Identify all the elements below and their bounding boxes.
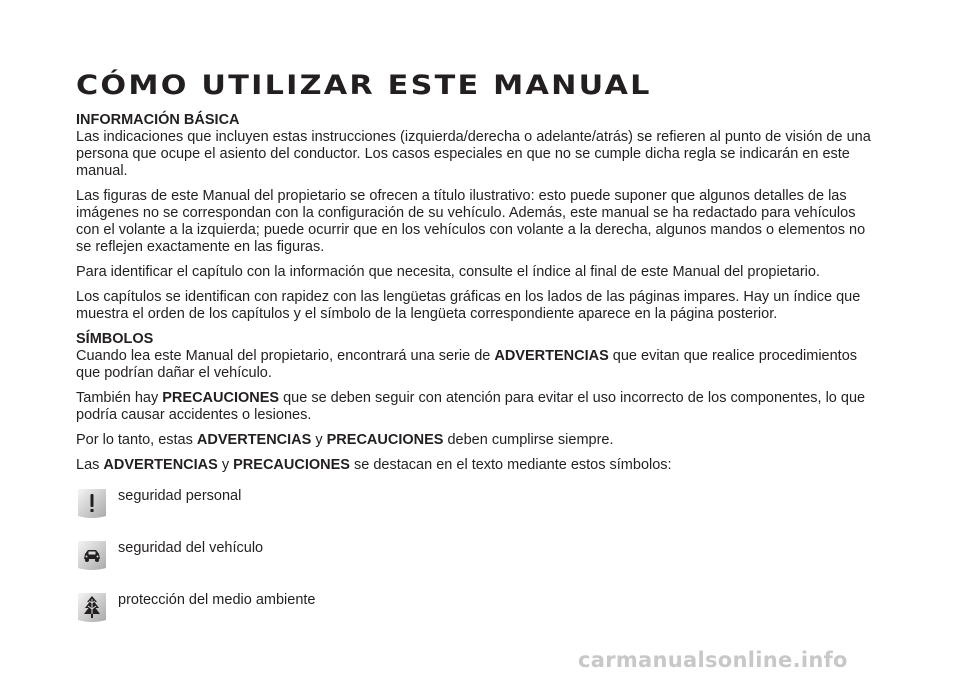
paragraph: Las indicaciones que incluyen estas instrucciones (izquierda/derecha o adelante/atrás) se refieren al punto de visión de una persona que ocupe el asiento del conductor. Los casos especiales en que no se cumple dicha regla se indicarán en este manual.	[76, 129, 871, 179]
page-title: CÓMO UTILIZAR ESTE MANUAL	[76, 70, 652, 101]
page-content	[76, 70, 876, 642]
text-span: Las	[76, 457, 104, 473]
text-span: deben cumplirse siempre.	[443, 432, 614, 448]
text-span: Cuando lea este Manual del propietario, encontrará una serie de	[76, 348, 495, 364]
exclamation-warning-icon	[76, 486, 108, 518]
paragraph	[76, 348, 876, 382]
bold-term: PRECAUCIONES	[162, 390, 280, 406]
symbol-item	[76, 486, 876, 518]
text-span: Por lo tanto, estas	[76, 432, 197, 448]
paragraph	[76, 457, 876, 474]
paragraph: Los capítulos se identifican con rapidez con las lengüetas gráficas en los lados de las páginas impares. Hay un índice que muestra el orden de los capítulos y el símbolo de la lengüeta correspondiente aparece en la página posterior.	[76, 289, 861, 322]
symbol-label: seguridad personal	[118, 488, 242, 504]
symbol-label: protección del medio ambiente	[118, 592, 316, 608]
text-span: También hay	[76, 390, 163, 406]
bold-term: ADVERTENCIAS	[103, 457, 218, 473]
bold-term: ADVERTENCIAS	[494, 348, 609, 364]
paragraph	[76, 432, 876, 449]
text-span: se destacan en el texto mediante estos símbolos:	[349, 457, 672, 473]
text-span: y	[311, 432, 327, 448]
paragraph	[76, 390, 876, 424]
paragraph: Las figuras de este Manual del propietario se ofrecen a título ilustrativo: esto puede suponer que algunos detalles de las imágenes no se correspondan con la configuración de su vehículo. Además, este manual se ha redactado para vehículos con el volante a la izquierda; puede ocurrir que en los vehículos con volante a la derecha, algunos mandos o elementos no se reflejen exactamente en las figuras.	[76, 188, 866, 255]
symbol-label: seguridad del vehículo	[118, 540, 264, 556]
section-heading-basic: INFORMACIÓN BÁSICA	[76, 112, 240, 128]
car-warning-icon	[76, 538, 108, 570]
text-span: y	[217, 457, 234, 473]
bold-term: PRECAUCIONES	[233, 457, 350, 473]
symbol-list	[76, 486, 876, 622]
symbol-item	[76, 590, 876, 622]
tree-warning-icon	[76, 590, 108, 622]
bold-term: ADVERTENCIAS	[196, 432, 312, 448]
text-span: que se deben seguir con atención para evitar el uso incorrecto de los componentes, lo que podría causar accidentes o lesiones.	[76, 390, 866, 423]
section-heading-symbols: SÍMBOLOS	[76, 331, 154, 347]
text-span: que evitan que realice procedimientos que podrían dañar el vehículo.	[76, 348, 858, 381]
symbol-item	[76, 538, 876, 570]
watermark: carmanualsonline.info	[578, 648, 848, 672]
bold-term: PRECAUCIONES	[326, 432, 444, 448]
paragraph: Para identificar el capítulo con la información que necesita, consulte el índice al final de este Manual del propietario.	[76, 264, 820, 280]
